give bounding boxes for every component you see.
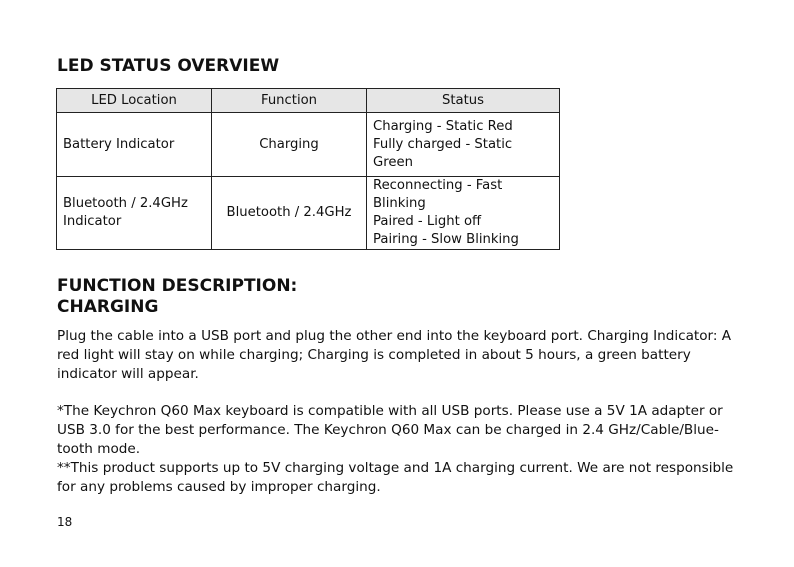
status-line: Charging - Static Red <box>373 118 513 134</box>
table-row <box>57 177 560 250</box>
heading-line: FUNCTION DESCRIPTION: <box>57 276 298 296</box>
cell-led-location: Battery Indicator <box>57 113 212 177</box>
status-line: Reconnecting - Fast Blinking <box>373 178 503 211</box>
compatibility-note: *The Keychron Q60 Max keyboard is compatible with all USB ports. Please use a 5V 1A adapter or USB 3.0 for the best performance. The Keychron Q60 Max can be charged in 2.4 GHz/Cable/Blue-tooth mode. <box>57 403 723 457</box>
page-number: 18 <box>57 515 73 529</box>
location-line: Indicator <box>63 214 122 229</box>
cell-function: Bluetooth / 2.4GHz <box>212 177 367 250</box>
charging-paragraph: Plug the cable into a USB port and plug the other end into the keyboard port. Charging Indicator: A red light will stay on while charging; Charging is completed in about 5 hours, a green battery indicator will appear. <box>57 328 732 382</box>
header-status: Status <box>367 89 560 113</box>
led-status-heading: LED STATUS OVERVIEW <box>57 56 280 76</box>
led-status-table <box>56 88 560 250</box>
cell-function: Charging <box>212 113 367 177</box>
table-header-row <box>57 89 560 113</box>
header-led-location: LED Location <box>57 89 212 113</box>
header-function: Function <box>212 89 367 113</box>
status-line: Pairing - Slow Blinking <box>373 232 519 247</box>
cell-status <box>367 113 560 177</box>
charging-limits-note: **This product supports up to 5V charging voltage and 1A charging current. We are not responsible for any problems caused by improper charging. <box>57 460 734 495</box>
cell-status <box>367 177 560 250</box>
status-line: Fully charged - Static Green <box>373 136 513 170</box>
heading-line: CHARGING <box>57 297 159 317</box>
function-description-heading <box>57 276 297 318</box>
table-row <box>57 113 560 177</box>
location-line: Bluetooth / 2.4GHz <box>63 196 188 211</box>
status-line: Paired - Light off <box>373 214 482 229</box>
cell-led-location <box>57 177 212 250</box>
